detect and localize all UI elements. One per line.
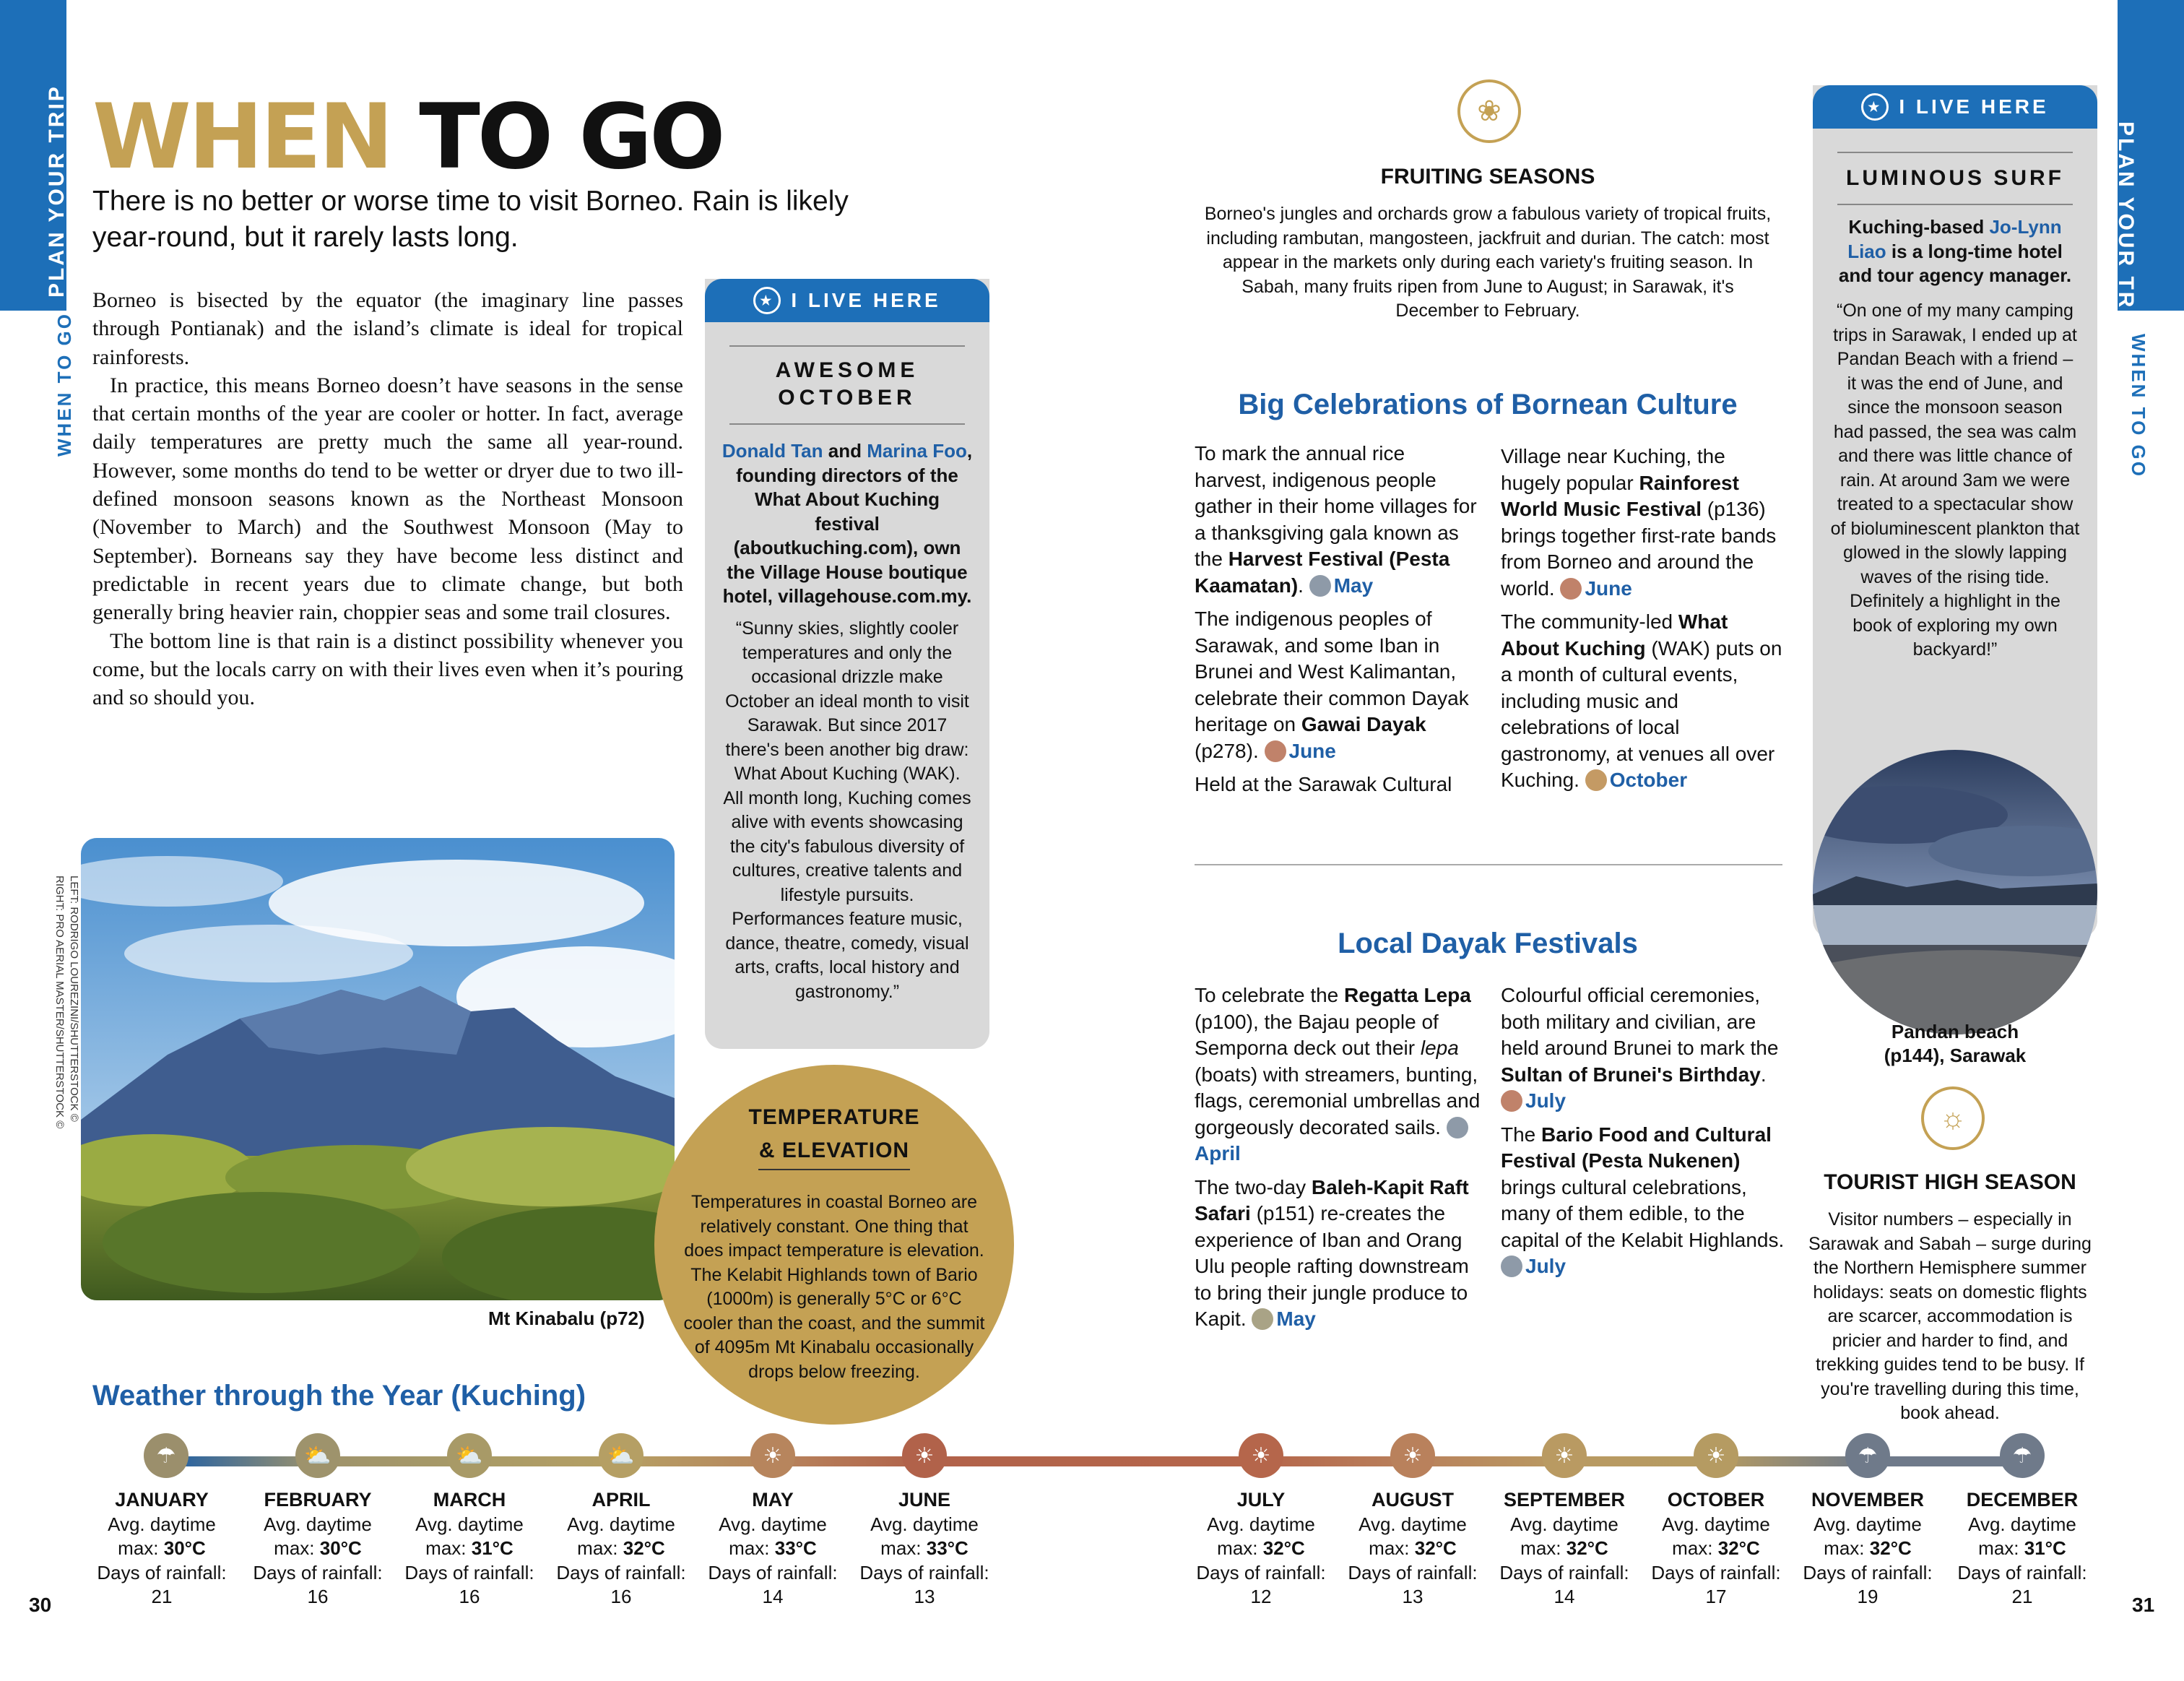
month-weather-february — [246, 1488, 390, 1609]
harvest-festival-name: Harvest Festival (Pesta Kaamatan) — [1195, 548, 1450, 597]
wak-entry — [1501, 609, 1787, 794]
author-and: and — [823, 440, 867, 462]
baleh-kapit-entry — [1195, 1175, 1481, 1333]
photo-credit-line: LEFT: RODRIGO LOUREZINI/SHUTTERSTOCK © — [68, 876, 80, 1122]
max-temp: max: 31°C — [1978, 1537, 2066, 1559]
month-name: FEBRUARY — [264, 1489, 372, 1511]
month-weather-october — [1644, 1488, 1788, 1609]
sultan-post: . — [1760, 1063, 1767, 1086]
month-weather-march — [397, 1488, 542, 1609]
tourist-text: Visitor numbers – especially in Sarawak and Sabah – surge during the Northern Hemisphere summer holidays: seats on domestic flights are scarcer, accommodation is pricier and harder to find, and trekking guides tend to be busy. If you're travelling during this time, book ahead. — [1808, 1209, 2092, 1423]
rainfall-label: Days of rainfall: — [1803, 1561, 1933, 1583]
month-weather-april — [549, 1488, 693, 1609]
max-temp: max: 33°C — [880, 1537, 968, 1559]
location-pin-icon: ★ — [1861, 93, 1889, 121]
rain-cloud-icon: ☂ — [2000, 1433, 2045, 1478]
rainfall-days: 16 — [610, 1586, 632, 1607]
harvest-month: May — [1333, 574, 1374, 597]
avg-daytime-label: Avg. daytime — [1814, 1513, 1922, 1535]
temperature-elevation-circle — [654, 1065, 1014, 1425]
rainfall-label: Days of rainfall: — [1348, 1561, 1478, 1583]
author-name-jo-lynn: Jo-Lynn Liao — [1847, 216, 2062, 262]
sultan-birthday-entry — [1501, 982, 1787, 1115]
beach-sunset-image — [1813, 750, 2097, 1034]
avg-daytime-label: Avg. daytime — [870, 1513, 979, 1535]
month-name: APRIL — [592, 1489, 651, 1511]
baleh-name: Baleh-Kapit Raft Safari — [1195, 1175, 1469, 1224]
sun-icon: ☀ — [902, 1433, 947, 1478]
sun-icon — [1560, 578, 1582, 600]
regatta-mid: (p100), the Bajau people of Semporna deck out their — [1195, 1010, 1439, 1059]
baleh-text: The two-day — [1195, 1175, 1312, 1198]
section-divider — [1195, 864, 1782, 865]
awesome-october-box — [705, 279, 989, 1049]
held-at-text: Held at the Sarawak Cultural — [1195, 773, 1452, 795]
bario-text: The — [1501, 1123, 1542, 1146]
intro-line-2: year-round, but it rarely lasts long. — [92, 222, 519, 253]
rainfall-days: 13 — [914, 1586, 935, 1607]
page-number-left: 30 — [29, 1594, 52, 1616]
avg-daytime-label: Avg. daytime — [1510, 1513, 1618, 1535]
tourist-title: TOURIST HIGH SEASON — [1824, 1170, 2076, 1194]
month-name: JULY — [1236, 1489, 1286, 1511]
avg-daytime-label: Avg. daytime — [719, 1513, 827, 1535]
rainfall-label: Days of rainfall: — [708, 1561, 838, 1583]
luminous-surf-quote: “On one of my many camping trips in Sarawak, I ended up at Pandan Beach with a friend – it was the end of June, and since the monsoon season had passed, the sea was calm and there was little chance of rain. At around 3am we were treated to a spectacular show of bioluminescent plankton that glowed in the slowly lapping waves of the rising tide. Definitely a highlight in the book of exploring my own backyard!” — [1830, 301, 2080, 660]
month-weather-november — [1795, 1488, 1940, 1609]
celebrations-column-2 — [1501, 444, 1787, 794]
sultan-name: Sultan of Brunei's Birthday — [1501, 1063, 1761, 1086]
sun-icon — [1501, 1090, 1522, 1112]
rainfall-days: 16 — [307, 1586, 329, 1607]
photo-credit — [52, 876, 81, 1128]
luminous-surf-title: LUMINOUS SURF — [1846, 166, 2064, 190]
harvest-festival-entry — [1195, 441, 1481, 599]
awesome-october-title-2: OCTOBER — [778, 386, 916, 410]
max-temp: max: 30°C — [118, 1537, 206, 1559]
rainfall-label: Days of rainfall: — [1196, 1561, 1326, 1583]
awesome-october-bio — [721, 439, 974, 609]
max-temp: max: 32°C — [1520, 1537, 1608, 1559]
live-here-label: I LIVE HERE — [791, 289, 941, 311]
body-paragraph: Borneo is bisected by the equator (the imaginary line passes through Pontianak) and the island’s climate is ideal for tropical rainforests. — [92, 288, 683, 369]
page-title-when: WHEN — [92, 85, 391, 189]
dayak-column-1 — [1195, 982, 1481, 1333]
max-temp: max: 32°C — [1217, 1537, 1305, 1559]
baleh-post: (p151) re-creates the experience of Iban and Orang Ulu people rafting downstream to bring their jungle produce to Kapit. — [1195, 1202, 1469, 1330]
cloud-sun-icon — [1501, 1256, 1522, 1277]
caption-line: Pandan beach — [1891, 1021, 2019, 1042]
temperature-title-1: TEMPERATURE — [748, 1105, 920, 1129]
rain-cloud-icon: ☂ — [1845, 1433, 1890, 1478]
mt-kinabalu-photo — [81, 838, 675, 1300]
cloud-sun-icon: ⛅ — [295, 1433, 340, 1478]
divider — [1837, 152, 2073, 153]
live-here-header — [705, 279, 989, 322]
mountain-landscape-image — [81, 838, 675, 1300]
cloud-sun-icon — [1447, 1117, 1468, 1138]
wak-post: (WAK) puts on a month of cultural events, including music and celebrations of local gastronomy, at venues all over Kuching. — [1501, 636, 1782, 791]
month-name: NOVEMBER — [1811, 1489, 1924, 1511]
sun-icon: ☀ — [1390, 1433, 1435, 1478]
month-name: SEPTEMBER — [1503, 1489, 1626, 1511]
page-title — [92, 85, 723, 189]
timeline-segment — [924, 1456, 1261, 1466]
weather-title: Weather through the Year (Kuching) — [92, 1380, 586, 1412]
rainforest-music-entry — [1501, 444, 1787, 602]
bario-month: July — [1525, 1255, 1566, 1277]
month-weather-december — [1950, 1488, 2094, 1609]
luminous-surf-bio — [1829, 215, 2081, 288]
left-side-tab-label: PLAN YOUR TRIP — [45, 85, 69, 298]
bario-name: Bario Food and Cultural Festival (Pesta Nukenen) — [1501, 1123, 1772, 1172]
rainfall-days: 16 — [459, 1586, 480, 1607]
month-weather-july — [1189, 1488, 1333, 1609]
rainforest-month: June — [1585, 576, 1632, 600]
author-name-donald: Donald Tan — [722, 440, 823, 462]
author-bio: is a long-time hotel and tour agency manager. — [1838, 240, 2072, 286]
max-temp: max: 32°C — [1672, 1537, 1760, 1559]
avg-daytime-label: Avg. daytime — [1968, 1513, 2076, 1535]
month-name: AUGUST — [1372, 1489, 1454, 1511]
rainfall-days: 12 — [1250, 1586, 1272, 1607]
divider — [729, 423, 965, 425]
cloud-sun-icon: ⛅ — [599, 1433, 644, 1478]
divider — [729, 345, 965, 347]
rainfall-label: Days of rainfall: — [404, 1561, 534, 1583]
month-name: MAY — [752, 1489, 794, 1511]
wak-text: The community-led — [1501, 610, 1678, 633]
gawai-month: June — [1288, 739, 1336, 762]
month-name: DECEMBER — [1966, 1489, 2079, 1511]
gawai-dayak-entry — [1195, 606, 1481, 764]
avg-daytime-label: Avg. daytime — [1207, 1513, 1315, 1535]
intro-line-1: There is no better or worse time to visit Borneo. Rain is likely — [92, 186, 849, 217]
rainfall-days: 17 — [1705, 1586, 1727, 1607]
harvest-text: To mark the annual rice harvest, indigenous people gather in their home villages for a thanksgiving gala known as the — [1195, 442, 1477, 570]
gawai-name: Gawai Dayak — [1301, 713, 1426, 735]
avg-daytime-label: Avg. daytime — [415, 1513, 524, 1535]
timeline-segment — [1868, 1456, 2022, 1466]
pineapple-icon: ❀ — [1457, 79, 1521, 143]
avg-daytime-label: Avg. daytime — [567, 1513, 675, 1535]
sun-icon: ☼ — [1921, 1086, 1985, 1150]
celebrations-title: Big Celebrations of Bornean Culture — [1238, 389, 1738, 420]
right-side-subtab-label: WHEN TO GO — [2128, 334, 2149, 478]
awesome-october-quote: “Sunny skies, slightly cooler temperatures and only the occasional drizzle make October an ideal month to visit Sarawak. But since 2017 there's been another big draw: What About Kuching (WAK). All month long, Kuching comes alive with events showcasing the city's fabulous diversity of cultures, creative talents and lifestyle pursuits. Performances feature music, dance, theatre, comedy, visual arts, crafts, local history and gastronomy.” — [723, 618, 971, 1002]
regatta-post: (boats) with streamers, bunting, flags, ceremonial umbrellas and gorgeously decorated sails. — [1195, 1063, 1481, 1138]
rainforest-post: (p136) brings together first-rate bands from Borneo and around the world. — [1501, 498, 1777, 600]
rainfall-days: 21 — [2011, 1586, 2033, 1607]
sultan-text: Colourful official ceremonies, both military and civilian, are held around Brunei to mark the — [1501, 984, 1779, 1059]
sun-icon: ☀ — [1239, 1433, 1283, 1478]
bario-festival-entry — [1501, 1122, 1787, 1280]
month-weather-august — [1340, 1488, 1485, 1609]
rainfall-label: Days of rainfall: — [97, 1561, 227, 1583]
rainfall-days: 14 — [762, 1586, 784, 1607]
sun-icon: ☀ — [1542, 1433, 1587, 1478]
left-side-subtab-label: WHEN TO GO — [53, 312, 75, 457]
rainfall-days: 21 — [151, 1586, 173, 1607]
month-name: MARCH — [433, 1489, 506, 1511]
avg-daytime-label: Avg. daytime — [1662, 1513, 1770, 1535]
photo-credit-line: RIGHT: PRO AERIAL MASTER/SHUTTERSTOCK © — [53, 876, 66, 1129]
mt-kinabalu-caption: Mt Kinabalu (p72) — [488, 1308, 645, 1329]
month-weather-may — [701, 1488, 845, 1609]
regatta-lepa-entry — [1195, 982, 1481, 1167]
dayak-title: Local Dayak Festivals — [1338, 928, 1638, 959]
month-weather-september — [1492, 1488, 1637, 1609]
sun-icon: ☀ — [1694, 1433, 1738, 1478]
bario-post: brings cultural celebrations, many of them edible, to the capital of the Kelabit Highlands. — [1501, 1175, 1785, 1251]
rain-cloud-icon: ☂ — [144, 1433, 188, 1478]
avg-daytime-label: Avg. daytime — [108, 1513, 216, 1535]
gawai-post: (p278). — [1195, 739, 1259, 762]
gawai-text: The indigenous peoples of Sarawak, and some Iban in Brunei and West Kalimantan, celebrate their common Dayak heritage on — [1195, 608, 1469, 735]
celebrations-column-1 — [1195, 441, 1481, 798]
caption-line: (p144), Sarawak — [1884, 1045, 2027, 1066]
sun-icon — [1265, 740, 1286, 762]
rainfall-label: Days of rainfall: — [859, 1561, 989, 1583]
wak-month: October — [1609, 769, 1688, 791]
live-here-header — [1813, 85, 2097, 129]
max-temp: max: 32°C — [1824, 1537, 1912, 1559]
sun-icon — [1585, 769, 1607, 791]
wak-name: What About Kuching — [1501, 610, 1728, 660]
max-temp: max: 32°C — [1369, 1537, 1457, 1559]
rainfall-label: Days of rainfall: — [556, 1561, 686, 1583]
author-name-marina: Marina Foo — [867, 440, 967, 462]
harvest-post: . — [1298, 574, 1304, 597]
avg-daytime-label: Avg. daytime — [264, 1513, 372, 1535]
awesome-october-title-1: AWESOME — [775, 358, 919, 382]
rainfall-label: Days of rainfall: — [1651, 1561, 1781, 1583]
cloud-sun-icon — [1309, 575, 1331, 597]
avg-daytime-label: Avg. daytime — [1358, 1513, 1467, 1535]
body-text — [92, 286, 683, 712]
fruiting-title: FRUITING SEASONS — [1380, 165, 1595, 189]
sultan-month: July — [1525, 1089, 1566, 1112]
body-paragraph: In practice, this means Borneo doesn’t have seasons in the sense that certain months of the year are cooler or hotter. In fact, average daily temperatures are pretty much the same all year-round. However, some months do tend to be wetter or dryer due to two ill-defined monsoon seasons known as the Northeast Monsoon (November to March) and the Southwest Monsoon (May to September). Borneans say they have become less distinct and predictable in recent years due to climate change, but both generally bring heavier rain, choppier seas and some trail closures. — [92, 373, 683, 625]
baleh-month: May — [1276, 1308, 1316, 1330]
location-pin-icon: ★ — [753, 287, 781, 314]
rainfall-days: 14 — [1554, 1586, 1575, 1607]
intro-text — [92, 183, 849, 256]
fruiting-text: Borneo's jungles and orchards grow a fabulous variety of tropical fruits, including rambutan, mangosteen, jackfruit and durian. The catch: most appear in the markets only during each variety's fruiting season. In Sabah, many fruits ripen from June to August; in Sarawak, it's December to February. — [1204, 204, 1772, 321]
body-paragraph: The bottom line is that rain is a distinct possibility whenever you come, but the locals carry on with their lives even when it’s pouring and so should you. — [92, 628, 683, 710]
bio-pre: Kuching-based — [1848, 216, 1990, 238]
rainfall-label: Days of rainfall: — [253, 1561, 383, 1583]
temperature-title-underline — [758, 1169, 910, 1170]
month-weather-january — [90, 1488, 234, 1609]
right-side-tab-label: PLAN YOUR TRIP — [2114, 121, 2138, 334]
sun-icon: ☀ — [750, 1433, 795, 1478]
regatta-name: Regatta Lepa — [1344, 984, 1471, 1006]
author-bio: , founding directors of the What About Kuching festival (aboutkuching.com), own the Village House boutique hotel, villagehouse.com.my. — [722, 440, 973, 607]
cloud-sun-icon: ⛅ — [447, 1433, 492, 1478]
temperature-title-2: & ELEVATION — [758, 1138, 910, 1162]
max-temp: max: 30°C — [274, 1537, 362, 1559]
pandan-beach-photo — [1813, 750, 2097, 1034]
rainfall-days: 13 — [1402, 1586, 1424, 1607]
divider — [1837, 204, 2073, 205]
dayak-column-2 — [1501, 982, 1787, 1280]
page-title-to-go: TO GO — [419, 85, 723, 189]
page-number-right: 31 — [2132, 1594, 2155, 1616]
max-temp: max: 33°C — [729, 1537, 817, 1559]
rainfall-days: 19 — [1857, 1586, 1878, 1607]
max-temp: max: 31°C — [425, 1537, 514, 1559]
pandan-beach-caption — [1813, 1020, 2097, 1068]
regatta-lepa-italic: lepa — [1420, 1037, 1459, 1059]
month-weather-june — [852, 1488, 997, 1609]
rainfall-label: Days of rainfall: — [1957, 1561, 2087, 1583]
max-temp: max: 32°C — [577, 1537, 665, 1559]
rainforest-festival-name: Rainforest World Music Festival — [1501, 471, 1739, 520]
month-name: OCTOBER — [1667, 1489, 1765, 1511]
live-here-label: I LIVE HERE — [1899, 95, 2049, 118]
regatta-text: To celebrate the — [1195, 984, 1345, 1006]
sun-icon — [1252, 1308, 1273, 1330]
rainforest-text: Village near Kuching, the hugely popular — [1501, 445, 1725, 494]
month-name: JANUARY — [115, 1489, 209, 1511]
month-name: JUNE — [898, 1489, 951, 1511]
rainfall-label: Days of rainfall: — [1499, 1561, 1629, 1583]
regatta-month: April — [1195, 1142, 1241, 1164]
temperature-text: Temperatures in coastal Borneo are relatively constant. One thing that does impact temperature is elevation. The Kelabit Highlands town of Bario (1000m) is generally 5°C or 6°C cooler than the coast, and the summit of 4095m Mt Kinabalu occasionally drops below freezing. — [683, 1192, 985, 1382]
